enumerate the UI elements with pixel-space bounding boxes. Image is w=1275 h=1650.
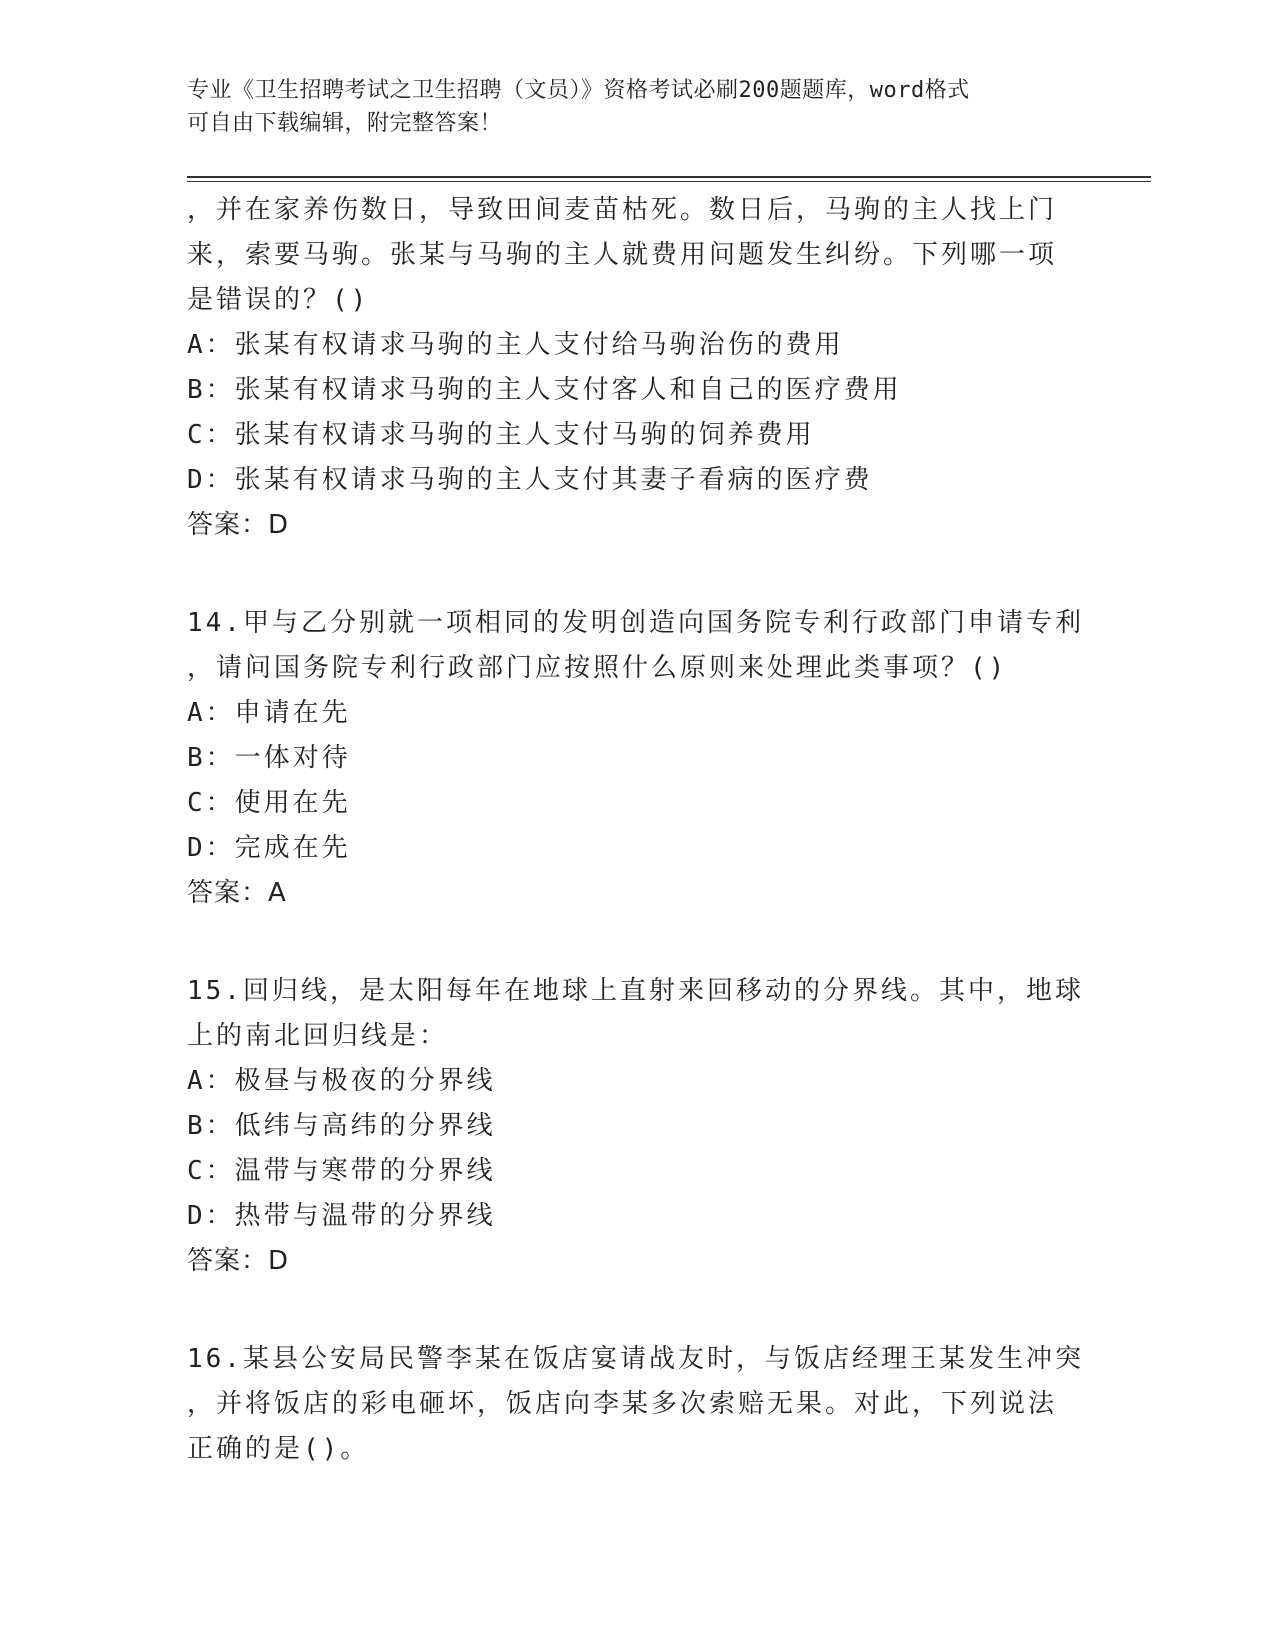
- question-16: [187, 1337, 1087, 1472]
- option-d: D：热带与温带的分界线: [187, 1201, 496, 1231]
- question-stem-line: 15.回归线，是太阳每年在地球上直射来回移动的分界线。其中，地球: [187, 976, 1084, 1006]
- header-title-line-2: 可自由下载编辑，附完整答案！: [187, 111, 503, 136]
- question-14: [187, 601, 1087, 916]
- question-13: [187, 188, 1087, 548]
- question-stem-line: ，请问国务院专利行政部门应按照什么原则来处理此类事项？(): [187, 653, 1008, 683]
- option-a: A：极昼与极夜的分界线: [187, 1066, 496, 1096]
- option-a: A：张某有权请求马驹的主人支付给马驹治伤的费用: [187, 330, 844, 360]
- question-stem-line: 上的南北回归线是：: [187, 1021, 449, 1051]
- question-stem-line: 14.甲与乙分别就一项相同的发明创造向国务院专利行政部门申请专利: [187, 608, 1084, 638]
- spacer: [187, 1284, 1087, 1337]
- header-title-line-1: 专业《卫生招聘考试之卫生招聘（文员）》资格考试必刷200题题库，word格式: [187, 78, 970, 103]
- answer-line: 答案：D: [187, 1246, 290, 1276]
- option-c: C：张某有权请求马驹的主人支付马驹的饲养费用: [187, 420, 815, 450]
- option-d: D：完成在先: [187, 833, 351, 863]
- question-stem-line: 正确的是()。: [187, 1434, 370, 1464]
- spacer: [187, 548, 1087, 601]
- option-a: A：申请在先: [187, 698, 351, 728]
- question-15: [187, 969, 1087, 1284]
- header-divider-thin: [187, 181, 1151, 182]
- option-b: B：低纬与高纬的分界线: [187, 1111, 496, 1141]
- option-d: D：张某有权请求马驹的主人支付其妻子看病的医疗费: [187, 465, 873, 495]
- question-stem-line: 16.某县公安局民警李某在饭店宴请战友时，与饭店经理王某发生冲突: [187, 1344, 1084, 1374]
- page-header: [187, 74, 1087, 140]
- question-stem-line: 来，索要马驹。张某与马驹的主人就费用问题发生纠纷。下列哪一项: [187, 240, 1058, 270]
- option-b: B：一体对待: [187, 743, 351, 773]
- question-list: [187, 188, 1087, 1472]
- answer-line: 答案：D: [187, 510, 290, 540]
- header-divider-thick: [187, 176, 1151, 178]
- spacer: [187, 916, 1087, 969]
- option-c: C：使用在先: [187, 788, 351, 818]
- option-c: C：温带与寒带的分界线: [187, 1156, 496, 1186]
- answer-line: 答案：A: [187, 878, 287, 908]
- option-b: B：张某有权请求马驹的主人支付客人和自己的医疗费用: [187, 375, 902, 405]
- question-stem-line: ，并在家养伤数日，导致田间麦苗枯死。数日后，马驹的主人找上门: [187, 195, 1058, 225]
- question-stem-line: ，并将饭店的彩电砸坏，饭店向李某多次索赔无果。对此，下列说法: [187, 1389, 1058, 1419]
- question-stem-line: 是错误的？(): [187, 285, 370, 315]
